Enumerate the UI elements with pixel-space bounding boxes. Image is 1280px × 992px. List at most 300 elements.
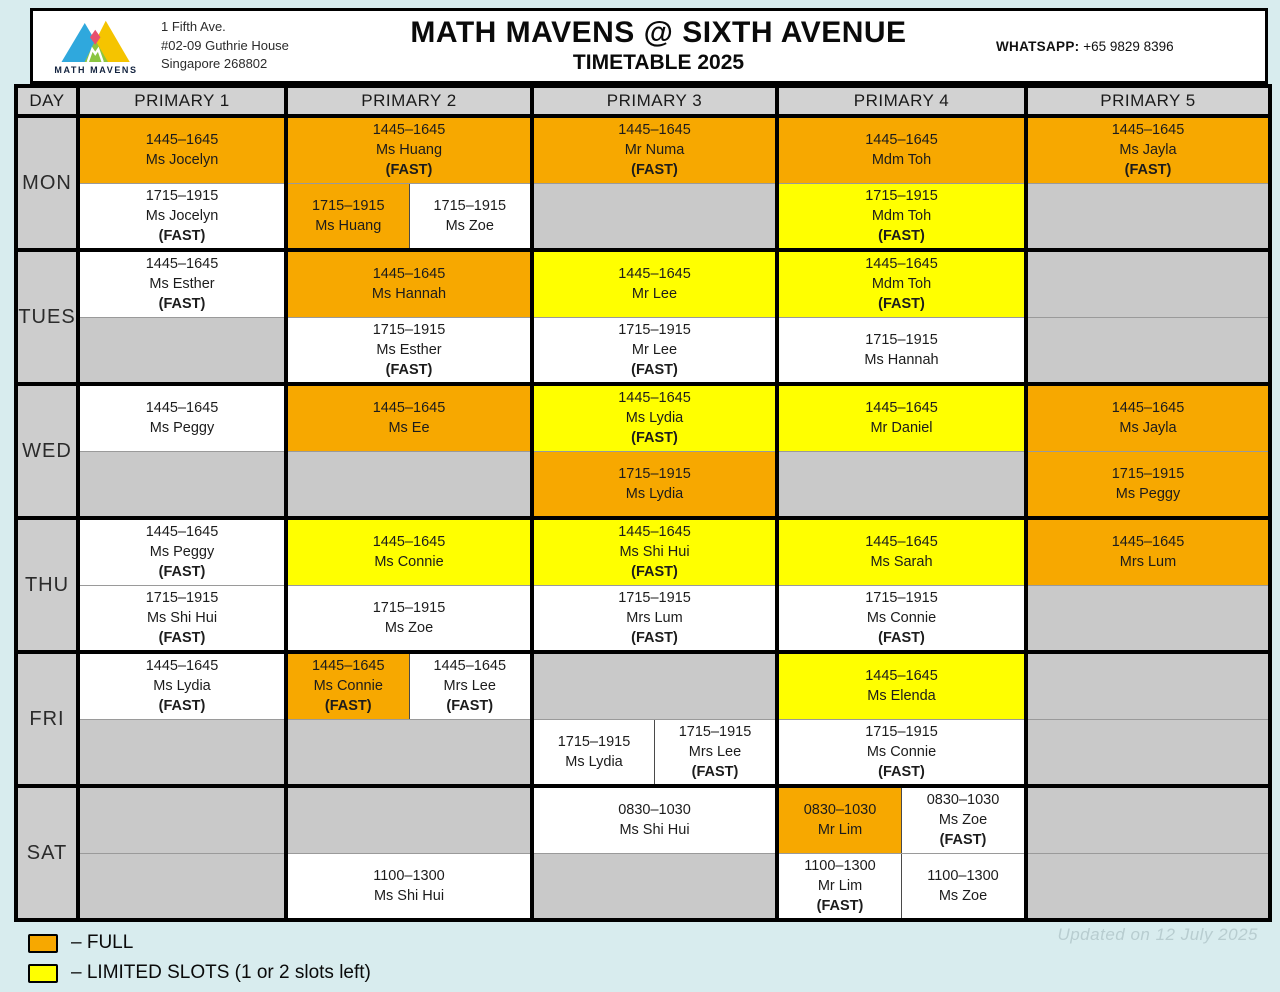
slot-time: 1100–1300 (927, 867, 999, 884)
slot-time: 0830–1030 (803, 802, 877, 819)
empty-slot (80, 788, 284, 853)
updated-date-note: Updated on 12 July 2025 (1057, 925, 1258, 944)
slot-teacher: Ms Zoe (445, 217, 494, 234)
class-slot (534, 586, 775, 651)
slot-time: 1445–1645 (865, 400, 938, 417)
cell-fri-primary-4 (779, 654, 1024, 784)
whatsapp-label: WHATSAPP: (996, 38, 1080, 54)
slot-row (1028, 451, 1268, 517)
page-subtitle: TIMETABLE 2025 (572, 51, 745, 75)
title-block (321, 17, 996, 76)
slot-teacher: Mr Numa (624, 142, 685, 159)
slot-time: 1445–1645 (145, 524, 219, 541)
fast-badge: (FAST) (878, 296, 925, 313)
cell-wed-primary-2 (288, 386, 530, 516)
class-slot (779, 252, 1024, 317)
slot-time: 1715–1915 (618, 589, 691, 606)
class-slot (1028, 386, 1268, 451)
class-slot (288, 854, 530, 919)
slot-teacher: Ms Jocelyn (145, 207, 219, 224)
class-slot (534, 788, 775, 853)
column-header-primary-3: PRIMARY 3 (534, 88, 775, 114)
class-slot (80, 118, 284, 183)
slot-time: 1715–1915 (865, 331, 938, 348)
class-slot (534, 118, 775, 183)
slot-row (1028, 183, 1268, 249)
legend (28, 932, 371, 992)
slot-teacher: Ms Esther (149, 276, 215, 293)
cell-tues-primary-2 (288, 252, 530, 382)
cell-wed-primary-5 (1028, 386, 1268, 516)
fast-badge: (FAST) (939, 832, 987, 849)
slot-teacher: Mrs Lum (1119, 554, 1177, 571)
class-slot (901, 788, 1024, 853)
slot-time: 1445–1645 (372, 400, 446, 417)
legend-item-limited (28, 962, 371, 984)
slot-time: 1715–1915 (311, 197, 385, 214)
slot-row (1028, 585, 1268, 651)
slot-teacher: Mdm Toh (871, 152, 932, 169)
empty-slot (80, 318, 284, 383)
empty-slot (534, 654, 775, 719)
day-label-thu: THU (18, 520, 76, 650)
column-header-primary-5: PRIMARY 5 (1028, 88, 1268, 114)
column-header-primary-2: PRIMARY 2 (288, 88, 530, 114)
slot-row (80, 585, 284, 651)
slot-teacher: Ms Shi Hui (619, 822, 690, 839)
class-slot (534, 720, 654, 785)
slot-time: 1445–1645 (1111, 534, 1185, 551)
slot-time: 1445–1645 (865, 256, 938, 273)
slot-row (534, 386, 775, 451)
slot-teacher: Ms Esther (376, 341, 442, 358)
fast-badge: (FAST) (385, 361, 433, 378)
empty-slot (288, 788, 530, 853)
slot-row (534, 317, 775, 383)
slot-teacher: Mr Lim (817, 822, 863, 839)
class-slot (288, 386, 530, 451)
slot-teacher: Ms Connie (866, 743, 937, 760)
class-slot (779, 654, 1024, 719)
slot-teacher: Ms Jayla (1119, 420, 1177, 437)
slot-time: 1445–1645 (433, 658, 507, 675)
cell-tues-primary-5 (1028, 252, 1268, 382)
fast-badge: (FAST) (324, 698, 372, 715)
slot-time: 1445–1645 (618, 122, 691, 139)
empty-slot (1028, 788, 1268, 853)
slot-teacher: Ms Huang (315, 217, 382, 234)
slot-teacher: Mrs Lee (688, 743, 742, 760)
slot-row (288, 317, 530, 383)
page-title: MATH MAVENS @ SIXTH AVENUE (410, 15, 907, 49)
slot-time: 1445–1645 (1111, 400, 1185, 417)
legend-label-full: – FULL (71, 932, 134, 953)
slot-time: 1100–1300 (373, 867, 445, 884)
slot-row (80, 520, 284, 585)
address-line: 1 Fifth Ave. (161, 18, 226, 34)
fast-badge: (FAST) (631, 162, 678, 179)
slot-time: 1100–1300 (804, 857, 876, 874)
limited-color-swatch-icon (28, 964, 58, 983)
cell-fri-primary-3 (534, 654, 775, 784)
slot-row (779, 118, 1024, 183)
logo-wordmark: MATH MAVENS (54, 64, 138, 75)
slot-teacher: Ms Peggy (1115, 485, 1181, 502)
slot-row (1028, 654, 1268, 719)
class-slot (1028, 452, 1268, 517)
slot-time: 1445–1645 (145, 132, 219, 149)
cell-fri-primary-2 (288, 654, 530, 784)
class-slot (901, 854, 1024, 919)
slot-row (80, 118, 284, 183)
cell-thu-primary-1 (80, 520, 284, 650)
class-slot (779, 184, 1024, 249)
class-slot (779, 520, 1024, 585)
cell-mon-primary-3 (534, 118, 775, 248)
slot-row (80, 853, 284, 919)
slot-row (80, 317, 284, 383)
day-label-wed: WED (18, 386, 76, 516)
class-slot (288, 252, 530, 317)
cell-wed-primary-1 (80, 386, 284, 516)
slot-teacher: Ms Lydia (625, 485, 684, 502)
logo (33, 18, 147, 75)
class-slot (80, 586, 284, 651)
cell-wed-primary-4 (779, 386, 1024, 516)
slot-time: 1445–1645 (145, 658, 219, 675)
class-slot (80, 184, 284, 249)
slot-time: 1715–1915 (372, 599, 446, 616)
slot-teacher: Ms Jocelyn (145, 152, 219, 169)
class-slot (534, 318, 775, 383)
slot-row (779, 317, 1024, 383)
class-slot (80, 386, 284, 451)
whatsapp-contact (996, 39, 1265, 54)
fast-badge: (FAST) (691, 763, 739, 780)
slot-row (80, 719, 284, 785)
slot-row (779, 520, 1024, 585)
slot-time: 1445–1645 (311, 658, 385, 675)
slot-teacher: Ms Peggy (149, 420, 215, 437)
slot-row (288, 654, 530, 719)
slot-row (1028, 788, 1268, 853)
slot-row (779, 386, 1024, 451)
slot-time: 1445–1645 (372, 534, 446, 551)
slot-teacher: Ms Shi Hui (146, 609, 218, 626)
class-slot (80, 252, 284, 317)
slot-row (534, 118, 775, 183)
slot-row (80, 183, 284, 249)
slot-teacher: Mr Lee (631, 341, 678, 358)
slot-time: 1715–1915 (1111, 465, 1185, 482)
slot-time: 1445–1645 (1111, 122, 1185, 139)
slot-row (534, 788, 775, 853)
fast-badge: (FAST) (158, 629, 206, 646)
fast-badge: (FAST) (631, 430, 678, 447)
slot-row (288, 853, 530, 919)
address-block (161, 18, 321, 75)
cell-sat-primary-3 (534, 788, 775, 918)
slot-teacher: Ms Lydia (625, 410, 684, 427)
cell-thu-primary-3 (534, 520, 775, 650)
legend-label-limited: – LIMITED SLOTS (1 or 2 slots left) (71, 962, 371, 983)
slot-row (534, 654, 775, 719)
slot-time: 1715–1915 (865, 187, 938, 204)
class-slot (288, 586, 530, 651)
slot-teacher: Ms Hannah (864, 351, 939, 368)
slot-teacher: Ms Ee (388, 420, 430, 437)
empty-slot (1028, 854, 1268, 919)
day-label-mon: MON (18, 118, 76, 248)
slot-row (288, 585, 530, 651)
slot-row (288, 451, 530, 517)
whatsapp-number: +65 9829 8396 (1083, 38, 1174, 54)
math-mavens-logo-icon (60, 18, 132, 64)
slot-row (534, 252, 775, 317)
slot-row (288, 118, 530, 183)
slot-teacher: Ms Elenda (867, 688, 936, 705)
slot-time: 1445–1645 (372, 266, 446, 283)
slot-time: 1445–1645 (145, 400, 219, 417)
class-slot (80, 654, 284, 719)
fast-badge: (FAST) (158, 296, 206, 313)
slot-teacher: Ms Zoe (384, 619, 434, 636)
slot-teacher: Ms Lydia (565, 753, 623, 770)
fast-badge: (FAST) (158, 227, 206, 244)
class-slot (409, 654, 531, 719)
slot-row (288, 520, 530, 585)
slot-row (1028, 853, 1268, 919)
empty-slot (1028, 184, 1268, 249)
empty-slot (534, 854, 775, 919)
address-line: #02-09 Guthrie House (161, 37, 289, 53)
slot-row (534, 451, 775, 517)
slot-row (1028, 520, 1268, 585)
slot-row (1028, 317, 1268, 383)
slot-teacher: Ms Zoe (938, 887, 988, 904)
class-slot (779, 386, 1024, 451)
cell-sat-primary-2 (288, 788, 530, 918)
slot-time: 0830–1030 (618, 802, 691, 819)
slot-row (534, 585, 775, 651)
slot-row (779, 252, 1024, 317)
class-slot (779, 586, 1024, 651)
cell-fri-primary-5 (1028, 654, 1268, 784)
slot-teacher: Mdm Toh (871, 207, 932, 224)
fast-badge: (FAST) (878, 763, 925, 780)
cell-sat-primary-1 (80, 788, 284, 918)
address-line: Singapore 268802 (161, 56, 268, 72)
header-band (30, 8, 1268, 84)
slot-row (288, 788, 530, 853)
slot-teacher: Ms Connie (313, 678, 383, 695)
slot-time: 1715–1915 (145, 187, 219, 204)
slot-time: 1445–1645 (618, 524, 691, 541)
cell-tues-primary-3 (534, 252, 775, 382)
class-slot (1028, 520, 1268, 585)
legend-item-full (28, 932, 371, 954)
slot-teacher: Mr Lim (817, 877, 863, 894)
slot-time: 1445–1645 (145, 256, 219, 273)
slot-teacher: Ms Shi Hui (373, 887, 445, 904)
slot-row (534, 183, 775, 249)
cell-wed-primary-3 (534, 386, 775, 516)
empty-slot (80, 720, 284, 785)
slot-row (534, 719, 775, 785)
slot-teacher: Ms Hannah (371, 286, 447, 303)
slot-teacher: Mrs Lum (626, 609, 683, 626)
day-label-sat: SAT (18, 788, 76, 918)
slot-time: 1715–1915 (865, 723, 938, 740)
slot-teacher: Mr Daniel (870, 420, 933, 437)
cell-sat-primary-4 (779, 788, 1024, 918)
slot-teacher: Ms Jayla (1119, 142, 1177, 159)
fast-badge: (FAST) (878, 227, 925, 244)
slot-time: 1715–1915 (678, 723, 752, 740)
slot-row (779, 853, 1024, 919)
slot-time: 1715–1915 (618, 465, 691, 482)
slot-row (288, 386, 530, 451)
slot-teacher: Ms Lydia (153, 678, 211, 695)
fast-badge: (FAST) (446, 698, 494, 715)
cell-sat-primary-5 (1028, 788, 1268, 918)
slot-row (534, 853, 775, 919)
empty-slot (1028, 654, 1268, 719)
slot-time: 1445–1645 (865, 534, 938, 551)
day-label-tues: TUES (18, 252, 76, 382)
empty-slot (1028, 586, 1268, 651)
slot-row (288, 183, 530, 249)
slot-row (80, 788, 284, 853)
column-header-primary-4: PRIMARY 4 (779, 88, 1024, 114)
class-slot (534, 252, 775, 317)
slot-time: 1715–1915 (865, 589, 938, 606)
empty-slot (1028, 252, 1268, 317)
slot-row (779, 788, 1024, 853)
column-header-primary-1: PRIMARY 1 (80, 88, 284, 114)
class-slot (779, 854, 901, 919)
slot-row (80, 386, 284, 451)
empty-slot (1028, 318, 1268, 383)
fast-badge: (FAST) (631, 361, 678, 378)
fast-badge: (FAST) (816, 897, 864, 914)
class-slot (779, 720, 1024, 785)
slot-teacher: Ms Sarah (870, 554, 933, 571)
class-slot (779, 318, 1024, 383)
empty-slot (80, 452, 284, 517)
empty-slot (80, 854, 284, 919)
class-slot (534, 452, 775, 517)
slot-time: 1445–1645 (865, 668, 938, 685)
class-slot (288, 654, 409, 719)
slot-teacher: Mrs Lee (443, 678, 496, 695)
empty-slot (288, 720, 530, 785)
class-slot (534, 386, 775, 451)
slot-row (1028, 719, 1268, 785)
cell-tues-primary-1 (80, 252, 284, 382)
fast-badge: (FAST) (631, 629, 678, 646)
fast-badge: (FAST) (158, 698, 206, 715)
slot-row (779, 585, 1024, 651)
slot-time: 1445–1645 (618, 266, 691, 283)
day-column-header: DAY (18, 88, 76, 114)
class-slot (288, 118, 530, 183)
timetable (14, 84, 1272, 922)
slot-time: 1445–1645 (865, 132, 938, 149)
cell-mon-primary-4 (779, 118, 1024, 248)
slot-time: 1445–1645 (618, 390, 691, 407)
slot-time: 1715–1915 (557, 733, 631, 750)
slot-teacher: Ms Connie (866, 609, 937, 626)
class-slot (288, 184, 409, 249)
class-slot (1028, 118, 1268, 183)
slot-row (534, 520, 775, 585)
fast-badge: (FAST) (631, 564, 678, 581)
cell-thu-primary-4 (779, 520, 1024, 650)
slot-row (779, 719, 1024, 785)
slot-time: 0830–1030 (926, 792, 1000, 809)
cell-thu-primary-5 (1028, 520, 1268, 650)
slot-teacher: Ms Shi Hui (619, 544, 690, 561)
slot-row (1028, 118, 1268, 183)
empty-slot (779, 452, 1024, 517)
slot-teacher: Ms Peggy (149, 544, 215, 561)
slot-row (80, 654, 284, 719)
slot-row (288, 719, 530, 785)
empty-slot (288, 452, 530, 517)
class-slot (80, 520, 284, 585)
slot-row (80, 252, 284, 317)
class-slot (409, 184, 531, 249)
full-color-swatch-icon (28, 934, 58, 953)
slot-teacher: Ms Huang (375, 142, 443, 159)
slot-row (779, 451, 1024, 517)
slot-row (80, 451, 284, 517)
class-slot (534, 520, 775, 585)
slot-teacher: Ms Zoe (938, 812, 988, 829)
cell-mon-primary-1 (80, 118, 284, 248)
slot-time: 1715–1915 (433, 197, 507, 214)
day-label-fri: FRI (18, 654, 76, 784)
slot-teacher: Mr Lee (631, 286, 678, 303)
slot-row (779, 183, 1024, 249)
class-slot (779, 788, 901, 853)
fast-badge: (FAST) (878, 629, 925, 646)
fast-badge: (FAST) (1124, 162, 1172, 179)
fast-badge: (FAST) (158, 564, 206, 581)
slot-row (1028, 252, 1268, 317)
slot-row (779, 654, 1024, 719)
cell-thu-primary-2 (288, 520, 530, 650)
slot-row (288, 252, 530, 317)
empty-slot (1028, 720, 1268, 785)
empty-slot (534, 184, 775, 249)
class-slot (654, 720, 775, 785)
cell-fri-primary-1 (80, 654, 284, 784)
fast-badge: (FAST) (385, 162, 433, 179)
cell-mon-primary-5 (1028, 118, 1268, 248)
slot-time: 1715–1915 (372, 321, 446, 338)
slot-row (1028, 386, 1268, 451)
class-slot (288, 520, 530, 585)
slot-time: 1715–1915 (145, 589, 219, 606)
slot-teacher: Ms Connie (374, 554, 444, 571)
slot-time: 1715–1915 (618, 321, 691, 338)
cell-tues-primary-4 (779, 252, 1024, 382)
class-slot (288, 318, 530, 383)
cell-mon-primary-2 (288, 118, 530, 248)
slot-time: 1445–1645 (372, 122, 446, 139)
